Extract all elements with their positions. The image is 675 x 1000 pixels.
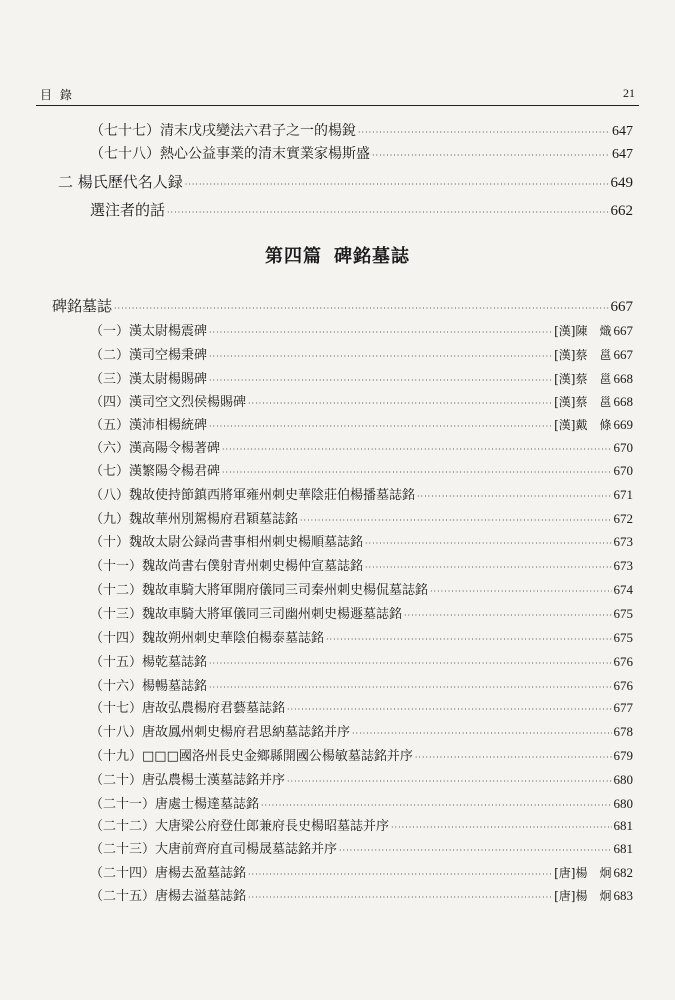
leader-dots [415, 753, 612, 762]
leader-dots [248, 893, 552, 902]
toc-entry[interactable] [90, 320, 633, 340]
toc-entry-title: （四）漢司空文烈侯楊賜碑 [90, 395, 247, 410]
toc-entry-page: 673 [613, 534, 633, 549]
toc-entry-title: （十三）魏故車騎大將軍儀同三司幽州刺史楊遯墓誌銘 [90, 607, 403, 622]
toc-entry-title: （二十五）唐楊去溢墓誌銘 [90, 889, 247, 904]
leader-dots [404, 611, 611, 620]
toc-entry[interactable] [58, 171, 633, 191]
toc-entry[interactable] [90, 199, 633, 219]
leader-dots [339, 846, 611, 855]
toc-entry-page: 675 [613, 606, 633, 621]
toc-entry-title: （六）漢高陽令楊著碑 [90, 441, 221, 456]
toc-entry-page: 675 [613, 630, 633, 645]
leader-dots [209, 659, 611, 668]
toc-entry[interactable] [90, 651, 633, 671]
leader-dots [352, 729, 611, 738]
toc-entry-title: （二）漢司空楊秉碑 [90, 348, 208, 363]
toc-entry-title: （一）漢太尉楊震碑 [90, 324, 208, 339]
toc-entry-title: （二十二）大唐梁公府登仕郎兼府長史楊昭墓誌并序 [90, 819, 390, 834]
toc-entry[interactable] [90, 391, 633, 411]
toc-entry-page: 672 [613, 511, 633, 526]
leader-dots [365, 563, 611, 572]
toc-entry-title: （十四）魏故朔州刺史華陰伯楊泰墓誌銘 [90, 631, 325, 646]
toc-entry-author: [漢]蔡 邕 [554, 348, 612, 362]
leader-dots [358, 128, 610, 137]
toc-entry[interactable] [90, 344, 633, 364]
toc-entry-title: （三）漢太尉楊賜碑 [90, 372, 208, 387]
toc-entry-page: 667 [610, 299, 633, 315]
toc-entry[interactable] [90, 460, 633, 480]
toc-entry-author: [漢]蔡 邕 [554, 395, 612, 409]
leader-dots [185, 180, 609, 189]
leader-dots [209, 683, 611, 692]
toc-entry-page: 681 [613, 841, 633, 856]
toc-entry-title: （七十七）清末戊戌變法六君子之一的楊銳 [90, 123, 356, 139]
toc-entry-page: 678 [613, 724, 633, 739]
leader-dots [209, 376, 552, 385]
toc-entry-page: 667 [613, 347, 633, 362]
toc-entry[interactable] [90, 508, 633, 528]
toc-entry[interactable] [90, 579, 633, 599]
toc-entry-page: 681 [613, 818, 633, 833]
toc-entry-title: （二十）唐弘農楊士漢墓誌銘并序 [90, 773, 286, 788]
toc-entry-title: （十二）魏故車騎大將軍開府儀同三司秦州刺史楊侃墓誌銘 [90, 583, 429, 598]
toc-entry[interactable] [90, 745, 633, 765]
toc-entry[interactable] [90, 555, 633, 575]
toc-entry[interactable] [90, 769, 633, 789]
toc-entry[interactable] [90, 120, 633, 140]
toc-entry[interactable] [90, 368, 633, 388]
toc-entry-page: 682 [613, 865, 633, 880]
toc-entry-author: [漢]蔡 邕 [554, 372, 612, 386]
toc-entry-page: 647 [612, 124, 633, 139]
toc-entry-title: （十五）楊乾墓誌銘 [90, 655, 208, 670]
toc-entry-page: 669 [613, 417, 633, 432]
leader-dots [222, 445, 611, 454]
leader-dots [261, 801, 611, 810]
leader-dots [287, 705, 611, 714]
toc-entry-page: 683 [613, 888, 633, 903]
toc-entry[interactable] [90, 675, 633, 695]
toc-entry-page: 676 [613, 678, 633, 693]
toc-entry-page: 662 [610, 203, 633, 219]
toc-entry-page: 647 [612, 147, 633, 162]
toc-entry-title: （八）魏故使持節鎮西將軍雍州刺史華陰莊伯楊播墓誌銘 [90, 488, 416, 503]
toc-entry-author: [唐]楊 炯 [554, 866, 612, 880]
toc-entry-author: [漢]戴 條 [554, 418, 612, 432]
leader-dots [417, 492, 611, 501]
toc-entry[interactable] [90, 603, 633, 623]
toc-entry[interactable] [90, 697, 633, 717]
toc-entry-page: 668 [613, 371, 633, 386]
toc-entry[interactable] [90, 793, 633, 813]
toc-entry-title: （十六）楊暢墓誌銘 [90, 679, 208, 694]
toc-entry-author: [漢]陳 熾 [554, 324, 612, 338]
leader-dots [372, 151, 610, 160]
toc-entry[interactable] [90, 437, 633, 457]
toc-entry-author: [唐]楊 炯 [554, 889, 612, 903]
leader-dots [248, 399, 552, 408]
toc-entry-title: 碑銘墓誌 [52, 297, 113, 315]
toc-entry-title: （五）漢沛相楊統碑 [90, 418, 208, 433]
header-page-number: 21 [623, 86, 635, 100]
toc-entry-page: 673 [613, 558, 633, 573]
toc-entry[interactable] [90, 862, 633, 882]
toc-entry-title: （二十三）大唐前齊府直司楊晟墓誌銘并序 [90, 842, 338, 857]
toc-entry[interactable] [90, 838, 633, 858]
toc-entry-page: 680 [613, 796, 633, 811]
toc-entry[interactable] [90, 484, 633, 504]
toc-entry-title: （十八）唐故鳳州刺史楊府君思納墓誌銘并序 [90, 725, 351, 740]
leader-dots [209, 422, 552, 431]
header-title: 目 錄 [40, 88, 74, 102]
leader-dots [209, 352, 552, 361]
toc-entry[interactable] [90, 885, 633, 905]
leader-dots [114, 304, 608, 313]
toc-entry-page: 668 [613, 394, 633, 409]
leader-dots [300, 516, 611, 525]
section-part: 第四篇 [265, 246, 322, 267]
leader-dots [167, 208, 608, 217]
toc-entry-title: （十）魏故太尉公録尚書事相州刺史楊順墓誌銘 [90, 535, 364, 550]
toc-entry-title: （十九）□□□國洛州長史金鄉縣開國公楊敏墓誌銘并序 [90, 749, 413, 764]
toc-entry[interactable] [90, 414, 633, 434]
toc-entry-title: （十一）魏故尚書右僕射青州刺史楊仲宣墓誌銘 [90, 559, 364, 574]
toc-entry-title: （九）魏故華州別駕楊府君穎墓誌銘 [90, 512, 299, 527]
toc-entry-page: 680 [613, 772, 633, 787]
toc-entry-title: 選注者的話 [90, 201, 166, 219]
header-rule [36, 105, 639, 106]
toc-entry-page: 677 [613, 700, 633, 715]
toc-entry[interactable] [90, 627, 633, 647]
toc-entry-page: 674 [613, 582, 633, 597]
leader-dots [287, 777, 611, 786]
leader-dots [209, 328, 552, 337]
leader-dots [430, 587, 611, 596]
toc-entry-page: 679 [613, 748, 633, 763]
toc-entry-page: 670 [613, 463, 633, 478]
section-title [0, 242, 675, 268]
toc-entry-page: 671 [613, 487, 633, 502]
toc-entry[interactable] [90, 721, 633, 741]
leader-dots [222, 468, 611, 477]
toc-entry[interactable] [90, 531, 633, 551]
toc-entry-page: 670 [613, 440, 633, 455]
leader-dots [326, 635, 611, 644]
toc-entry[interactable] [90, 143, 633, 163]
toc-entry-page: 649 [610, 175, 633, 191]
toc-entry-title: （二十一）唐處士楊達墓誌銘 [90, 797, 260, 812]
toc-entry[interactable] [90, 815, 633, 835]
leader-dots [248, 870, 552, 879]
toc-entry-page: 676 [613, 654, 633, 669]
leader-dots [391, 823, 611, 832]
toc-entry-title: 二 楊氏歷代名人録 [58, 173, 183, 191]
toc-entry-title: （二十四）唐楊去盈墓誌銘 [90, 866, 247, 881]
toc-main-entry[interactable] [52, 295, 633, 315]
running-header [40, 86, 635, 104]
section-name: 碑銘墓誌 [334, 246, 410, 267]
toc-entry-page: 667 [613, 323, 633, 338]
toc-entry-title: （七十八）熱心公益事業的清末實業家楊斯盛 [90, 146, 370, 162]
toc-entry-title: （十七）唐故弘農楊府君藝墓誌銘 [90, 701, 286, 716]
toc-entry-title: （七）漢繁陽令楊君碑 [90, 464, 221, 479]
leader-dots [365, 539, 611, 548]
